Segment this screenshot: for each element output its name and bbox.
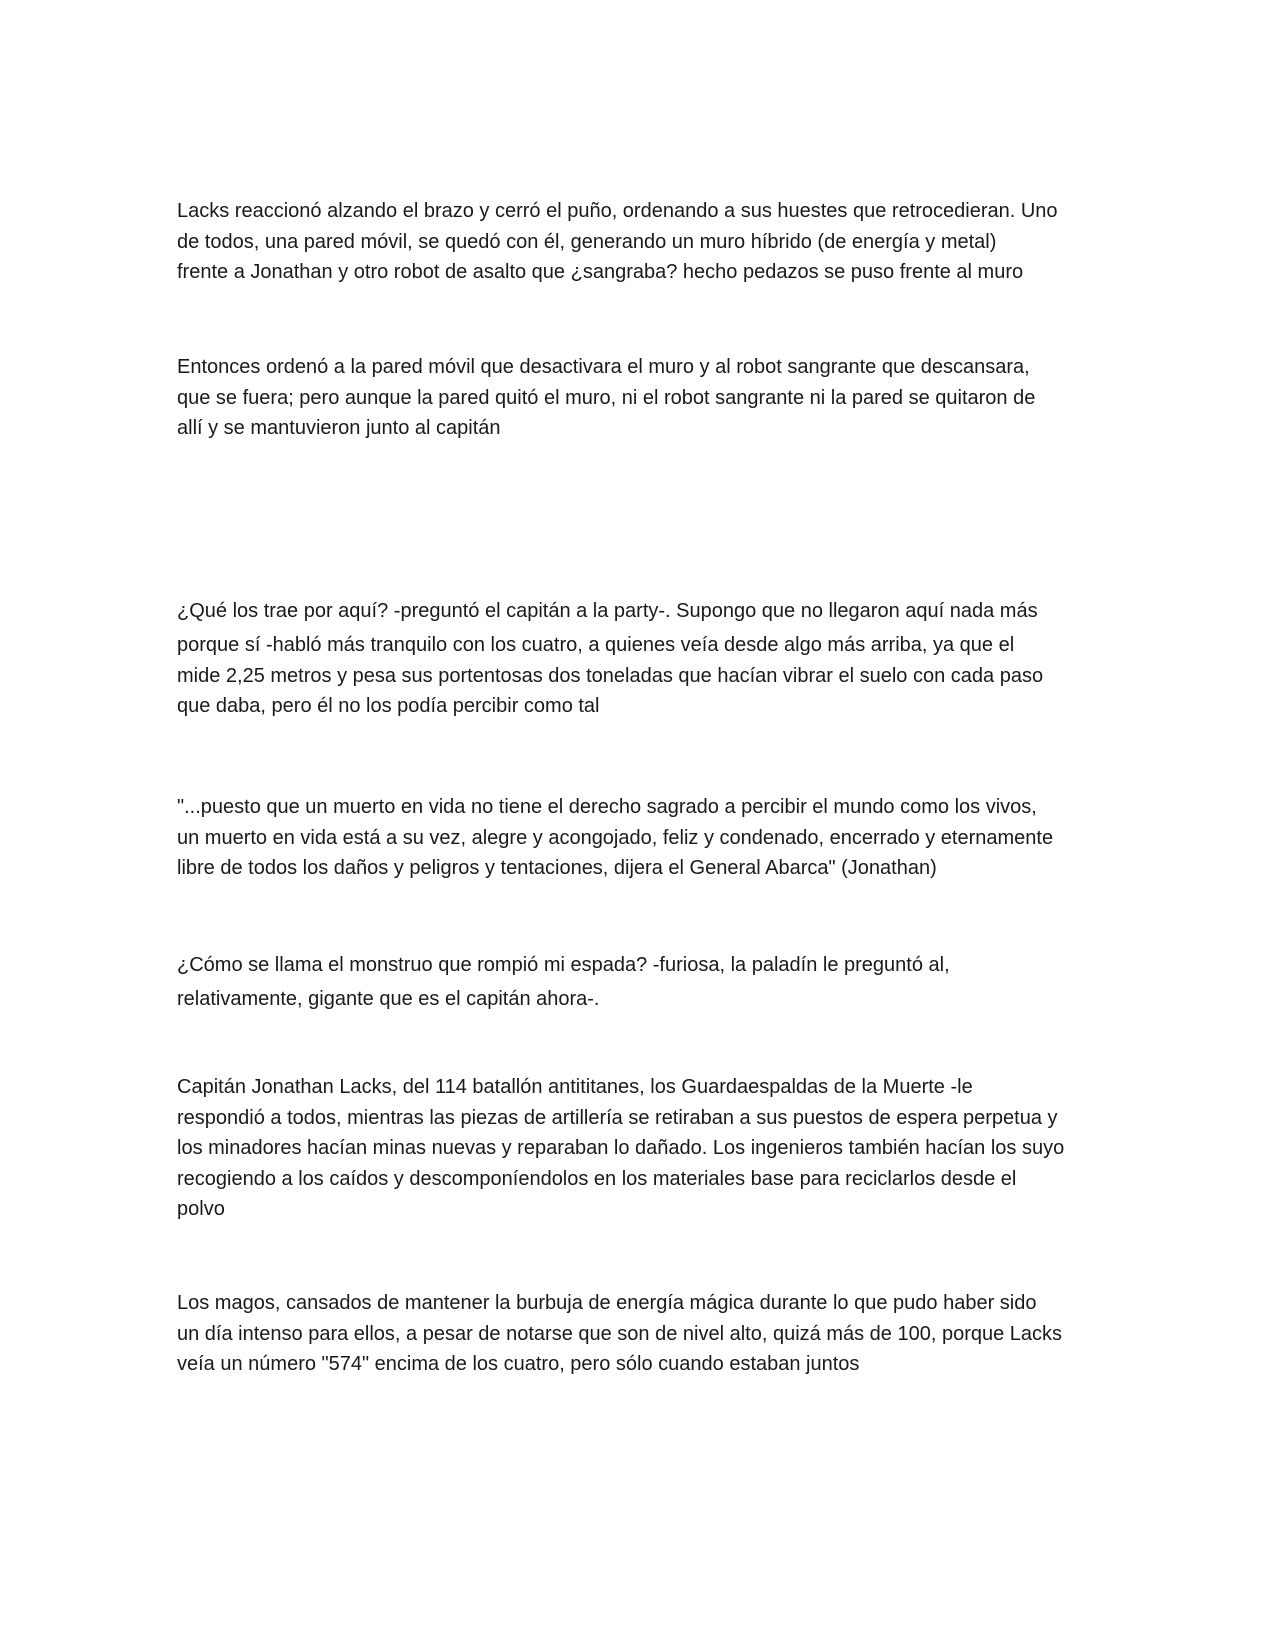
paragraph-line: mide 2,25 metros y pesa sus portentosas dos toneladas que hacían vibrar el suelo con cada paso — [177, 664, 1044, 687]
paragraph-3 — [177, 596, 1097, 722]
paragraph-5 — [177, 950, 1097, 1015]
paragraph-6 — [177, 1072, 1097, 1225]
paragraph-line: Capitán Jonathan Lacks, del 114 batallón antititanes, los Guardaespaldas de la Muerte -le — [177, 1076, 973, 1098]
paragraph-line: libre de todos los daños y peligros y tentaciones, dijera el General Abarca" (Jonathan) — [177, 857, 937, 879]
paragraph-1 — [177, 196, 1097, 288]
paragraph-line: porque sí -habló más tranquilo con los cuatro, a quienes veía desde algo más arriba, ya que el — [177, 634, 1015, 656]
paragraph-line: "...puesto que un muerto en vida no tiene el derecho sagrado a percibir el mundo como los vivos, — [177, 796, 1037, 818]
paragraph-line: de todos, una pared móvil, se quedó con él, generando un muro híbrido (de energía y metal) — [177, 230, 997, 253]
paragraph-line: que se fuera; pero aunque la pared quitó el muro, ni el robot sangrante ni la pared se quitaron de — [177, 386, 1036, 409]
paragraph-line: respondió a todos, mientras las piezas de artillería se retiraban a sus puestos de espera perpetua y — [177, 1106, 1058, 1129]
paragraph-line: ¿Cómo se llama el monstruo que rompió mi espada? -furiosa, la paladín le preguntó al, — [177, 954, 950, 976]
paragraph-line: Entonces ordenó a la pared móvil que desactivara el muro y al robot sangrante que descansara, — [177, 356, 1030, 378]
paragraph-line: frente a Jonathan y otro robot de asalto que ¿sangraba? hecho pedazos se puso frente al muro — [177, 261, 1024, 283]
paragraph-line: Lacks reaccionó alzando el brazo y cerró el puño, ordenando a sus huestes que retrocedieran. Uno — [177, 200, 1058, 222]
paragraph-4 — [177, 792, 1097, 884]
paragraph-line: un muerto en vida está a su vez, alegre y acongojado, feliz y condenado, encerrado y eternamente — [177, 826, 1054, 849]
paragraph-line: Los magos, cansados de mantener la burbuja de energía mágica durante lo que pudo haber sido — [177, 1292, 1037, 1314]
paragraph-line: relativamente, gigante que es el capitán ahora-. — [177, 988, 600, 1010]
paragraph-line: polvo — [177, 1198, 225, 1220]
paragraph-line: que daba, pero él no los podía percibir como tal — [177, 695, 600, 717]
paragraph-line: ¿Qué los trae por aquí? -preguntó el capitán a la party-. Supongo que no llegaron aquí nada más — [177, 600, 1038, 622]
paragraph-line: allí y se mantuvieron junto al capitán — [177, 417, 501, 439]
paragraph-line: los minadores hacían minas nuevas y reparaban lo dañado. Los ingenieros también hacían los suyo — [177, 1137, 1065, 1159]
paragraph-line: un día intenso para ellos, a pesar de notarse que son de nivel alto, quizá más de 100, porque Lacks — [177, 1322, 1063, 1345]
paragraph-line: recogiendo a los caídos y descomponíendolos en los materiales base para reciclarlos desde el — [177, 1167, 1017, 1190]
paragraph-2 — [177, 352, 1097, 444]
paragraph-7 — [177, 1288, 1097, 1380]
paragraph-line: veía un número "574" encima de los cuatro, pero sólo cuando estaban juntos — [177, 1353, 860, 1375]
